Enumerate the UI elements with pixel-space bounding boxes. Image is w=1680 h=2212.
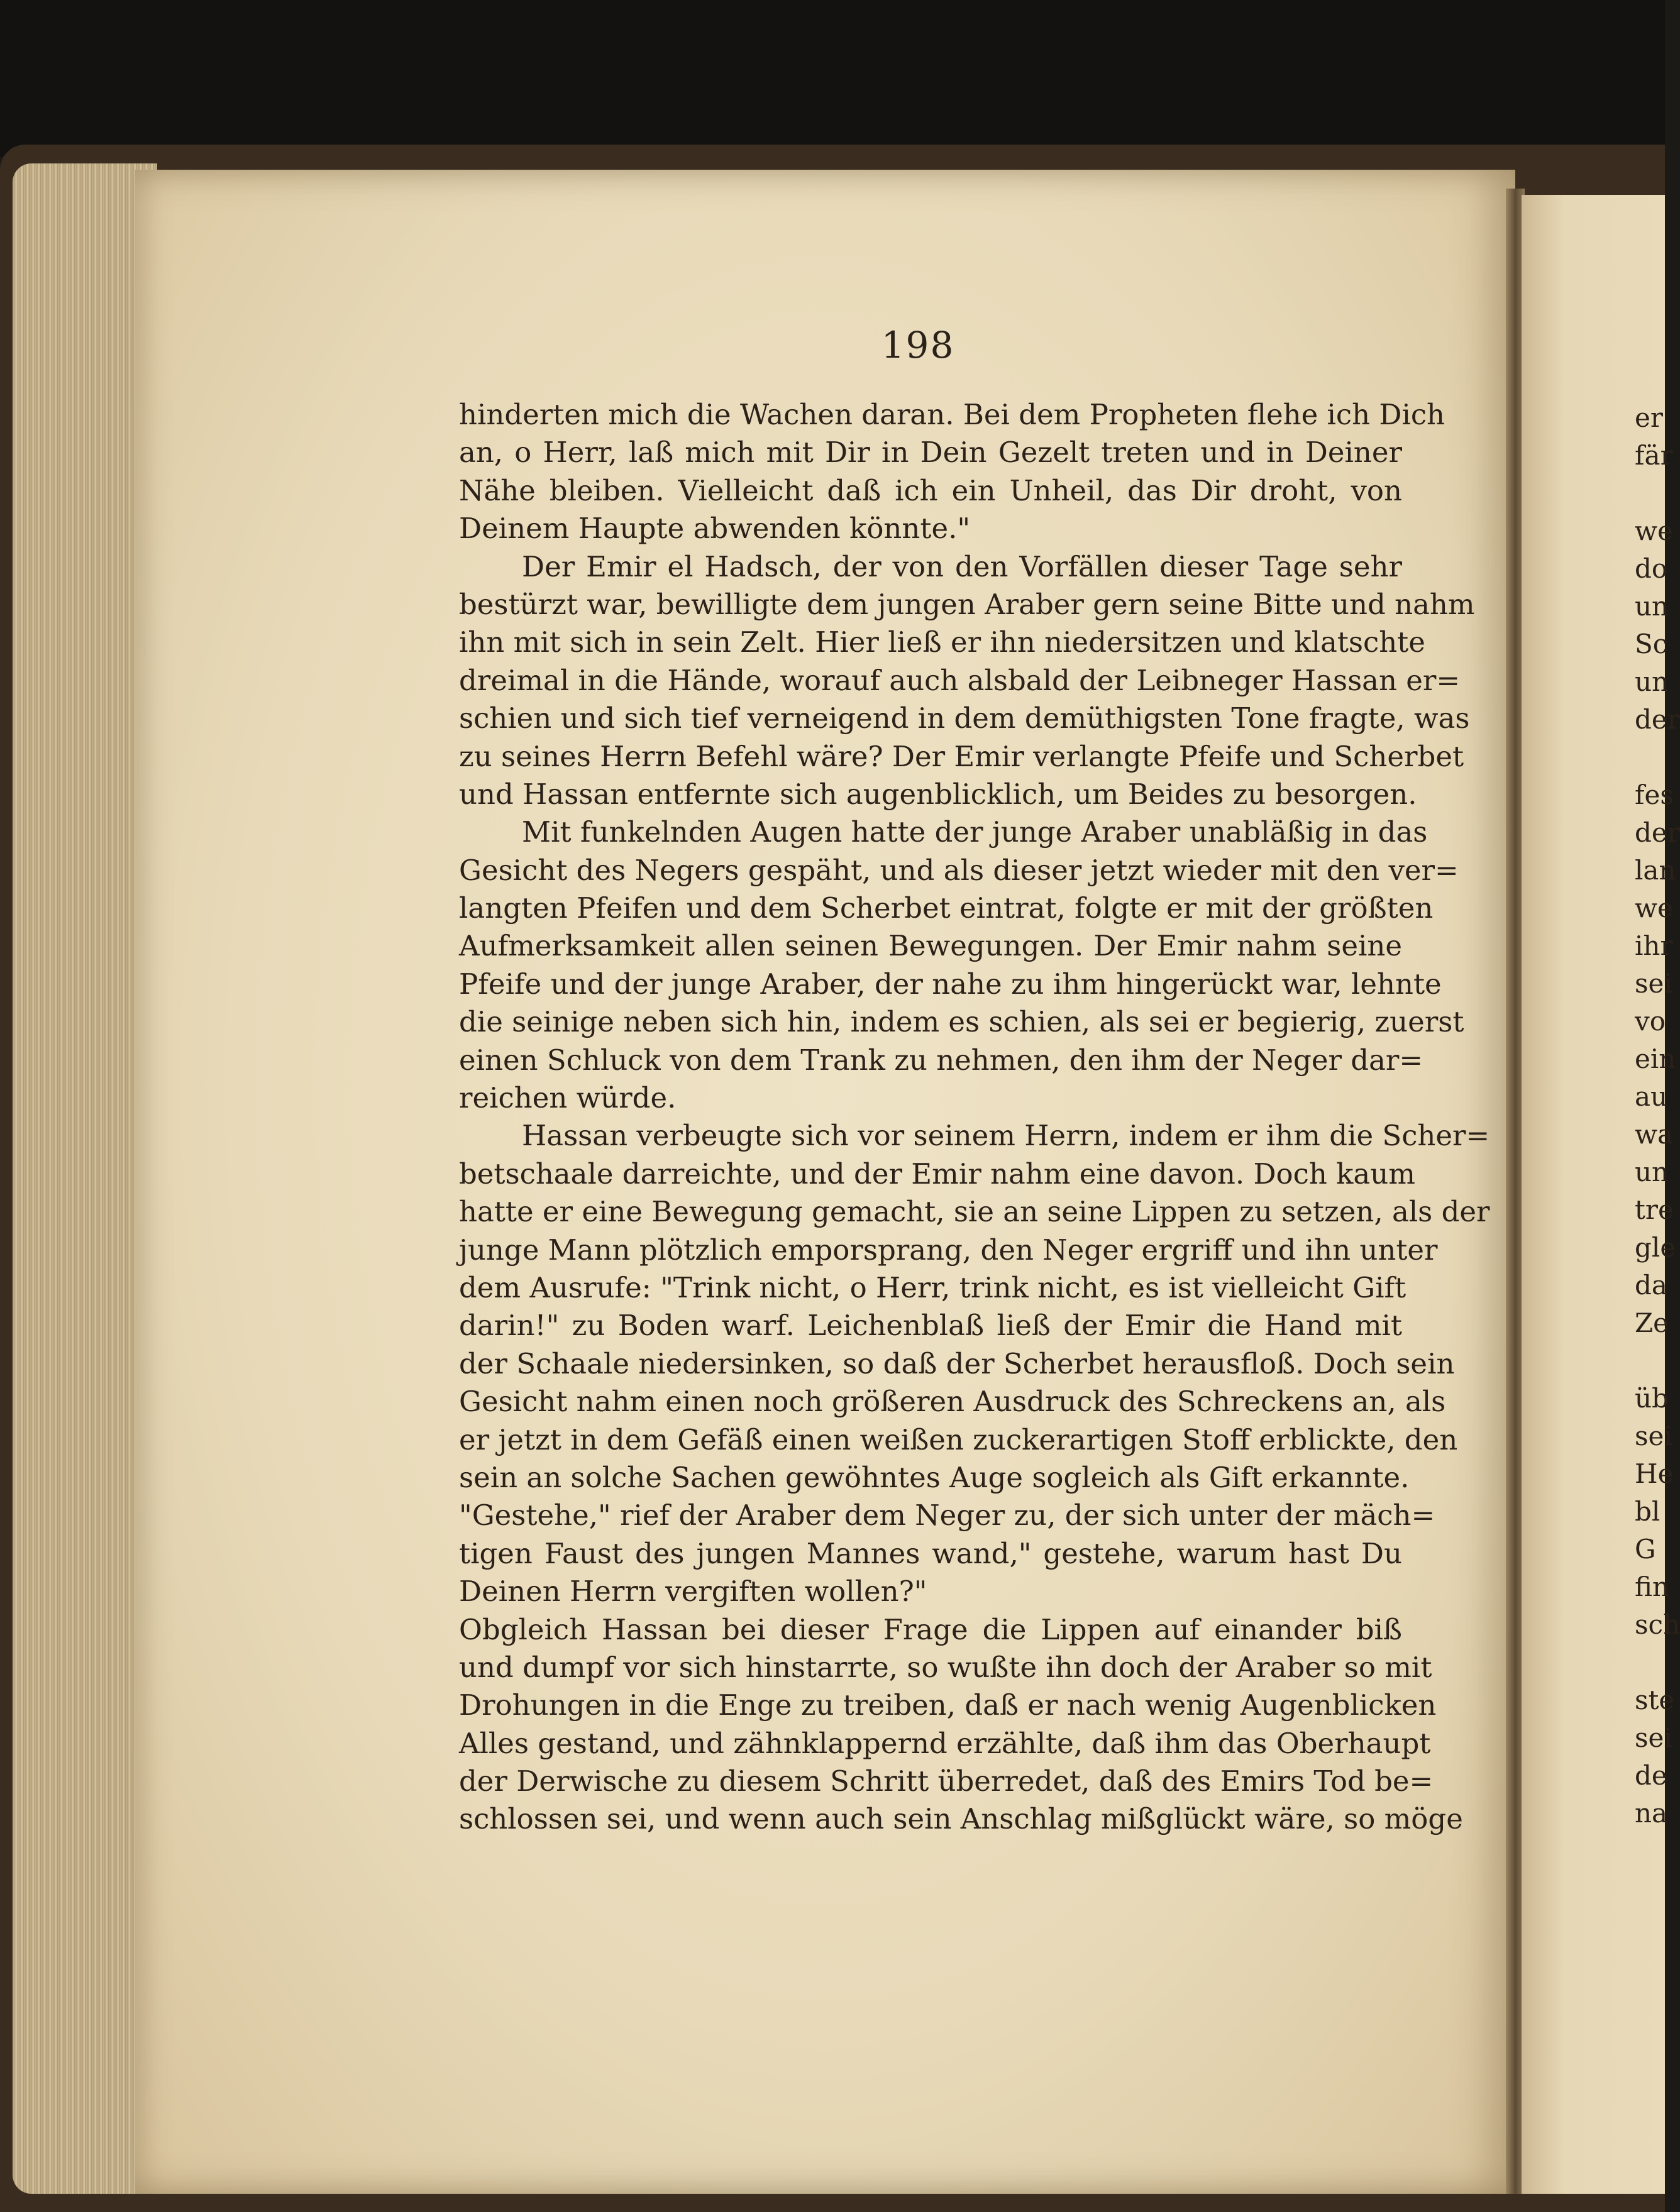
page-number: 198: [881, 324, 955, 366]
right-page-fragment: au: [1635, 1081, 1668, 1112]
text-line: an, o Herr, laß mich mit Dir in Dein Gezelt treten und in Deiner: [459, 436, 1402, 470]
right-page-fragment: wa: [1635, 1119, 1673, 1150]
right-page-fragment: do: [1635, 553, 1668, 584]
right-page-fragment: ein: [1635, 1043, 1676, 1074]
text-line: schien und sich tief verneigend in dem demüthigsten Tone fragte, was: [459, 702, 1470, 735]
text-line: Pfeife und der junge Araber, der nahe zu ihm hingerückt war, lehnte: [459, 967, 1442, 1001]
right-page-fragment: vo: [1635, 1006, 1666, 1037]
right-page-fragment: na: [1635, 1798, 1668, 1829]
right-page-fragment: ste: [1635, 1685, 1675, 1715]
text-line: Drohungen in die Enge zu treiben, daß er nach wenig Augenblicken: [459, 1688, 1437, 1722]
text-line: Deinen Herrn vergiften wollen?": [459, 1575, 927, 1609]
right-page-fragment: sei: [1635, 1421, 1672, 1451]
right-page-fragment: der: [1635, 817, 1680, 848]
text-line: die seinige neben sich hin, indem es schien, als sei er begierig, zuerst: [459, 1005, 1464, 1039]
text-line: dreimal in die Hände, worauf auch alsbald der Leibneger Hassan er=: [459, 663, 1461, 697]
right-page-fragment: Sc: [1635, 629, 1668, 659]
text-line: Alles gestand, und zähnklappernd erzählte, daß ihm das Oberhaupt: [459, 1726, 1431, 1760]
text-line: dem Ausrufe: "Trink nicht, o Herr, trink nicht, es ist vielleicht Gift: [459, 1270, 1406, 1304]
text-line: Obgleich Hassan bei dieser Frage die Lippen auf einander biß: [459, 1612, 1402, 1646]
text-line: zu seines Herrn Befehl wäre? Der Emir verlangte Pfeife und Scherbet: [459, 739, 1464, 773]
body-text: [459, 396, 1490, 1839]
text-line: bestürzt war, bewilligte dem jungen Araber gern seine Bitte und nahm: [459, 587, 1475, 621]
right-page-fragment: üb: [1635, 1383, 1669, 1414]
text-line: der Schaale niedersinken, so daß der Scherbet herausfloß. Doch sein: [459, 1346, 1455, 1380]
text-line: einen Schluck von dem Trank zu nehmen, den ihm der Neger dar=: [459, 1043, 1423, 1077]
text-line: tigen Faust des jungen Mannes wand," gestehe, warum hast Du: [459, 1536, 1402, 1570]
text-line: Deinem Haupte abwenden könnte.": [459, 512, 971, 546]
right-page-fragment: He: [1635, 1458, 1674, 1489]
right-page-fragment: sch: [1635, 1609, 1680, 1640]
right-page-fragment: G: [1635, 1534, 1656, 1565]
right-page-fragment: da: [1635, 1270, 1667, 1301]
right-page-fragment: fin: [1635, 1571, 1670, 1602]
text-line: und dumpf vor sich hinstarrte, so wußte ihn doch der Araber so mit: [459, 1650, 1432, 1684]
text-line: Hassan verbeugte sich vor seinem Herrn, indem er ihm die Scher=: [522, 1119, 1490, 1153]
right-page-fragment: Ze: [1635, 1307, 1669, 1338]
text-line: betschaale darreichte, und der Emir nahm eine davon. Doch kaum: [459, 1157, 1415, 1191]
right-page-fragment: fär: [1635, 440, 1673, 471]
right-page-fragment: lan: [1635, 855, 1676, 886]
text-line: Gesicht nahm einen noch größeren Ausdruck des Schreckens an, als: [459, 1385, 1446, 1419]
text-line: Aufmerksamkeit allen seinen Bewegungen. Der Emir nahm seine: [459, 929, 1402, 963]
right-page-fragment: sei: [1635, 1722, 1672, 1753]
text-line: schlossen sei, und wenn auch sein Anschlag mißglückt wäre, so möge: [459, 1802, 1463, 1836]
photo-backdrop: [0, 0, 1665, 157]
right-page-fragment: tre: [1635, 1194, 1674, 1225]
right-page-fragment: gle: [1635, 1232, 1676, 1263]
text-line: Gesicht des Negers gespäht, und als dieser jetzt wieder mit den ver=: [459, 853, 1459, 887]
text-line: darin!" zu Boden warf. Leichenblaß ließ der Emir die Hand mit: [459, 1309, 1402, 1343]
right-page-fragment: un: [1635, 666, 1669, 697]
right-page-fragment: un: [1635, 1157, 1669, 1187]
text-line: der Derwische zu diesem Schritt überredet, daß des Emirs Tod be=: [459, 1764, 1434, 1798]
right-page-fragment: ihr: [1635, 930, 1673, 961]
text-line: Mit funkelnden Augen hatte der junge Araber unabläßig in das: [522, 815, 1428, 849]
text-line: langten Pfeifen und dem Scherbet eintrat, folgte er mit der größten: [459, 891, 1434, 925]
right-page-fragment: bl: [1635, 1496, 1661, 1527]
right-page-fragment: we: [1635, 893, 1673, 923]
text-line: ihn mit sich in sein Zelt. Hier ließ er ihn niedersitzen und klatschte: [459, 625, 1425, 659]
text-line: Nähe bleiben. Vielleicht daß ich ein Unheil, das Dir droht, von: [459, 473, 1402, 507]
right-page-fragment: der: [1635, 704, 1680, 735]
right-page-fragment: de: [1635, 1760, 1667, 1791]
text-line: hinderten mich die Wachen daran. Bei dem Propheten flehe ich Dich: [459, 398, 1445, 431]
right-page-fragment: er: [1635, 402, 1663, 433]
right-page-fragment: sei: [1635, 968, 1672, 999]
text-line: sein an solche Sachen gewöhntes Auge sogleich als Gift erkannte.: [459, 1460, 1410, 1494]
text-line: junge Mann plötzlich emporsprang, den Neger ergriff und ihn unter: [459, 1233, 1438, 1267]
text-line: und Hassan entfernte sich augenblicklich, um Beides zu besorgen.: [459, 777, 1417, 811]
text-line: reichen würde.: [459, 1081, 677, 1115]
right-page-fragment: we: [1635, 515, 1673, 546]
text-line: "Gestehe," rief der Araber dem Neger zu, der sich unter der mäch=: [459, 1499, 1435, 1532]
text-line: Der Emir el Hadsch, der von den Vorfällen dieser Tage sehr: [522, 549, 1402, 583]
text-line: er jetzt in dem Gefäß einen weißen zuckerartigen Stoff erblickte, den: [459, 1422, 1458, 1456]
right-page-fragment: fes: [1635, 779, 1674, 810]
text-line: hatte er eine Bewegung gemacht, sie an seine Lippen zu setzen, als der: [459, 1195, 1490, 1229]
right-page-fragment: un: [1635, 591, 1669, 622]
